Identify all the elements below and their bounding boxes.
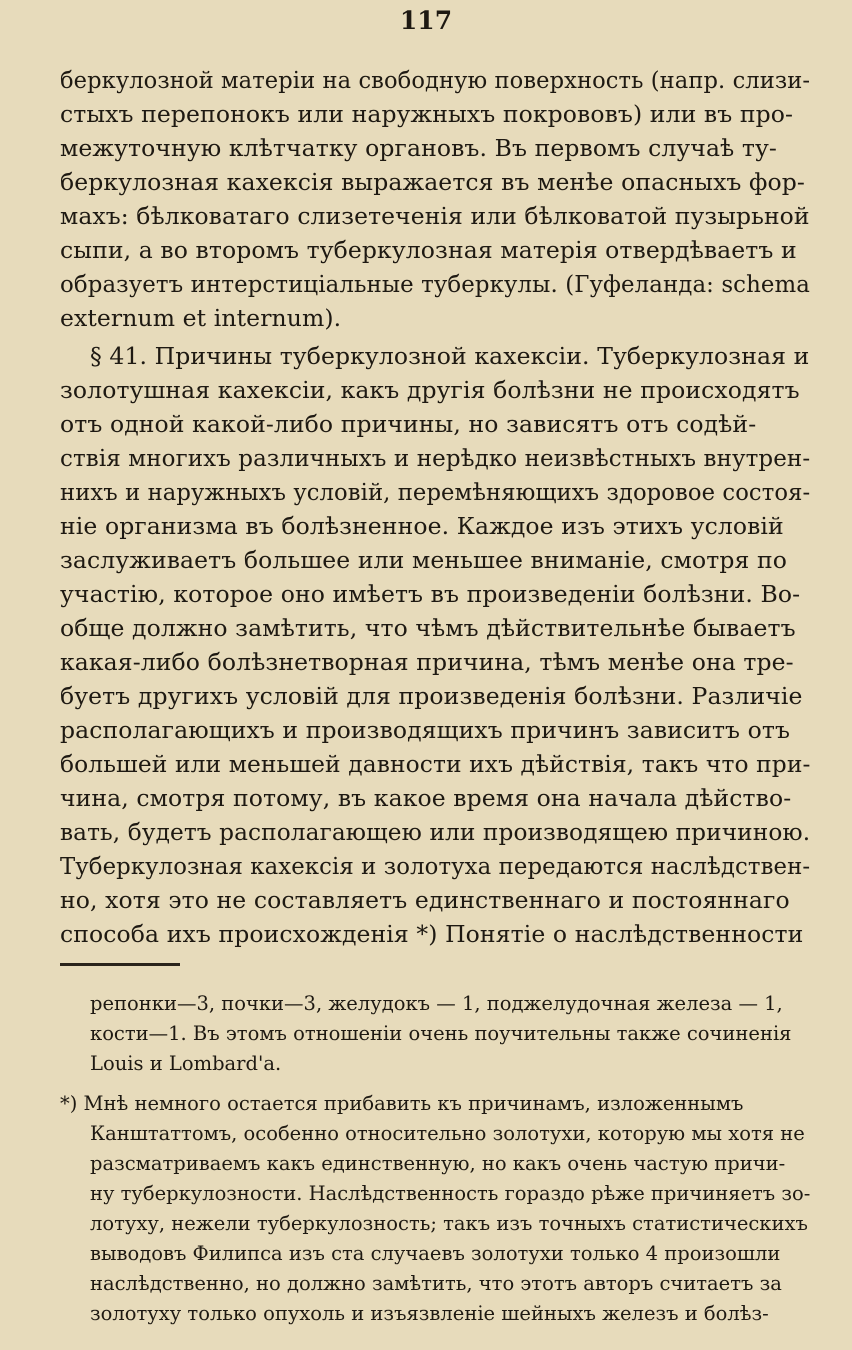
body-line: золотушная кахексіи, какъ другія болѣзни не происходятъ bbox=[60, 376, 800, 404]
section-heading-line: § 41. Причины туберкулозной кахексіи. Туберкулозная и bbox=[90, 342, 810, 370]
footnote-line: Канштаттомъ, особенно относительно золотухи, которую мы хотя не bbox=[90, 1122, 805, 1145]
body-line: беркулозная кахексія выражается въ менѣе опасныхъ фор- bbox=[60, 168, 805, 196]
footnote-line: выводовъ Филипса изъ ста случаевъ золотухи только 4 произошли bbox=[90, 1242, 781, 1265]
body-line: участію, которое оно имѣетъ въ произведеніи болѣзни. Во- bbox=[60, 580, 801, 608]
body-line: отъ одной какой-либо причины, но зависятъ отъ содѣй- bbox=[60, 410, 757, 438]
footnote-line: лотуху, нежели туберкулозность; такъ изъ точныхъ статистическихъ bbox=[90, 1212, 808, 1235]
footnote-rule bbox=[60, 963, 180, 966]
body-line: Туберкулозная кахексія и золотуха передаются наслѣдствен- bbox=[60, 852, 811, 880]
footnote-line: разсматриваемъ какъ единственную, но какъ очень частую причи- bbox=[90, 1152, 786, 1175]
body-line: но, хотя это не составляетъ единственнаго и постояннаго bbox=[60, 886, 790, 914]
body-line: способа ихъ происхожденія *) Понятіе о наслѣдственности bbox=[60, 920, 804, 948]
body-line: ствія многихъ различныхъ и нерѣдко неизвѣстныхъ внутрен- bbox=[60, 444, 811, 472]
footnote-line: Louis и Lombard'a. bbox=[90, 1052, 282, 1075]
body-line: вать, будетъ располагающею или производящею причиною. bbox=[60, 818, 811, 846]
footnote-line: золотуху только опухоль и изъязвленіе шейныхъ железъ и болѣз- bbox=[90, 1302, 769, 1325]
footnote-line: репонки—3, почки—3, желудокъ — 1, поджелудочная железа — 1, bbox=[90, 992, 783, 1015]
body-line: буетъ другихъ условій для произведенія болѣзни. Различіе bbox=[60, 682, 803, 710]
footnote-line: *) Мнѣ немного остается прибавить къ причинамъ, изложеннымъ bbox=[60, 1092, 744, 1115]
body-line: махъ: бѣлковатаго слизетеченія или бѣлковатой пузырьной bbox=[60, 202, 810, 230]
body-line: располагающихъ и производящихъ причинъ зависитъ отъ bbox=[60, 716, 791, 744]
footnote-line: ну туберкулозности. Наслѣдственность гораздо рѣже причиняетъ зо- bbox=[90, 1182, 811, 1205]
body-line: externum et internum). bbox=[60, 304, 342, 332]
body-line: образуетъ интерстиціальные туберкулы. (Гуфеланда: schema bbox=[60, 270, 811, 298]
body-line: большей или меньшей давности ихъ дѣйствія, такъ что при- bbox=[60, 750, 811, 778]
body-line: стыхъ перепонокъ или наружныхъ покрововъ) или въ про- bbox=[60, 100, 794, 128]
footnote-line: наслѣдственно, но должно замѣтить, что этотъ авторъ считаетъ за bbox=[90, 1272, 782, 1295]
body-line: нихъ и наружныхъ условій, перемѣняющихъ здоровое состоя- bbox=[60, 478, 811, 506]
body-line: заслуживаетъ большее или меньшее вниманіе, смотря по bbox=[60, 546, 788, 574]
body-line: чина, смотря потому, въ какое время она начала дѣйство- bbox=[60, 784, 792, 812]
body-line: сыпи, а во второмъ туберкулозная матерія отвердѣваетъ и bbox=[60, 236, 797, 264]
body-line: ніе организма въ болѣзненное. Каждое изъ этихъ условій bbox=[60, 512, 784, 540]
page-number: 117 bbox=[399, 6, 453, 35]
body-line: какая-либо болѣзнетворная причина, тѣмъ менѣе она тре- bbox=[60, 648, 794, 676]
footnote-line: кости—1. Въ этомъ отношеніи очень поучительны также сочиненія bbox=[90, 1022, 792, 1045]
body-line: беркулозной матеріи на свободную поверхность (напр. слизи- bbox=[60, 66, 811, 94]
body-line: межуточную клѣтчатку органовъ. Въ первомъ случаѣ ту- bbox=[60, 134, 777, 162]
body-line: обще должно замѣтить, что чѣмъ дѣйствительнѣе бываетъ bbox=[60, 614, 796, 642]
